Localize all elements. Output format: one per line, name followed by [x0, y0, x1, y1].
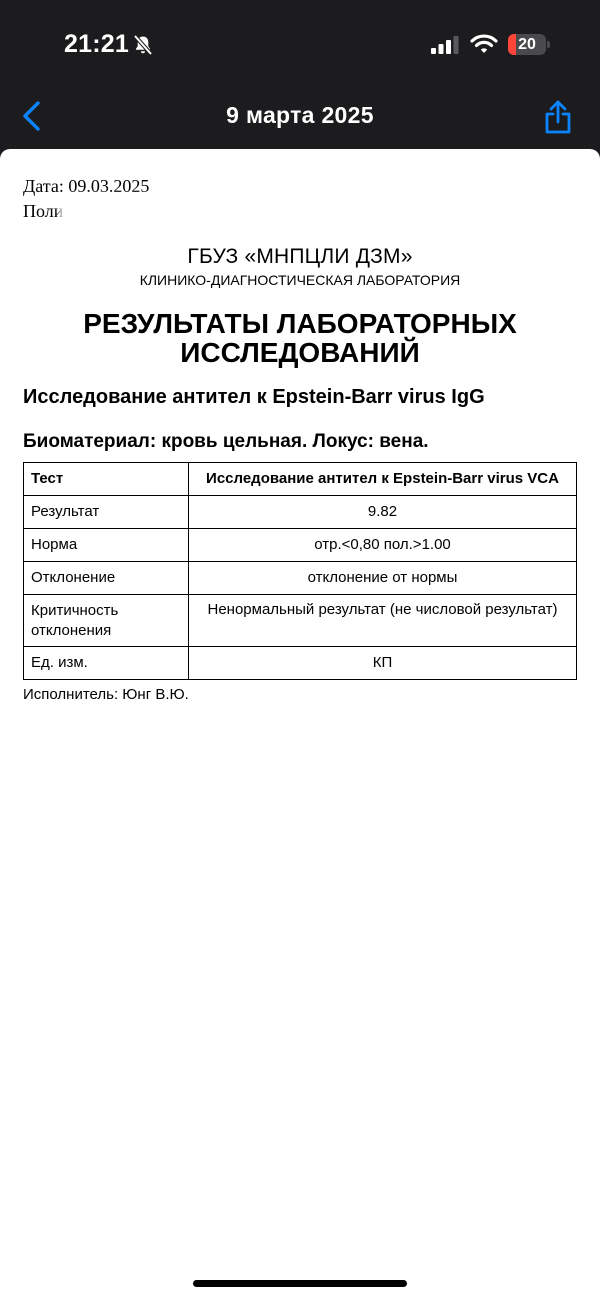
nav-bar: [0, 90, 600, 150]
document-page[interactable]: [0, 149, 600, 1300]
table-cell-label: Норма: [24, 529, 189, 562]
table-cell-value: отклонение от нормы: [189, 562, 577, 595]
redaction-blur: [64, 198, 284, 225]
table-cell-value: КП: [189, 647, 577, 680]
status-time: 21:21: [64, 30, 129, 58]
battery-level: 20: [518, 36, 536, 53]
home-indicator[interactable]: [193, 1280, 407, 1287]
table-row: [24, 562, 577, 595]
document-policy: Поли: [23, 201, 64, 221]
study-title: Исследование антител к Epstein-Barr virus IgG: [23, 386, 485, 408]
table-cell-value: 9.82: [189, 496, 577, 529]
wifi-icon: [470, 33, 498, 55]
table-header-row: [24, 463, 577, 496]
status-bar: [0, 0, 600, 90]
results-table: [23, 462, 577, 680]
table-cell-label: Ед. изм.: [24, 647, 189, 680]
organization-name: ГБУЗ «МНПЦЛИ ДЗМ»: [187, 245, 413, 268]
table-header-cell: Исследование антител к Epstein-Barr virus VCA: [189, 463, 577, 496]
organization-subtitle: КЛИНИКО-ДИАГНОСТИЧЕСКАЯ ЛАБОРАТОРИЯ: [139, 272, 461, 288]
executor-line: Исполнитель: Юнг В.Ю.: [23, 686, 189, 703]
table-cell-value: отр.<0,80 пол.>1.00: [189, 529, 577, 562]
table-row: [24, 595, 577, 647]
bell-slash-icon: [131, 33, 155, 57]
table-cell-label: Отклонение: [24, 562, 189, 595]
battery-cap: [547, 41, 550, 48]
table-header-cell: Тест: [24, 463, 189, 496]
table-cell-value: Ненормальный результат (не числовой результат): [189, 595, 577, 647]
table-row: [24, 529, 577, 562]
table-cell-label: Результат: [24, 496, 189, 529]
table-row: [24, 496, 577, 529]
biomaterial-line: Биоматериал: кровь цельная. Локус: вена.: [23, 431, 429, 452]
table-row: [24, 647, 577, 680]
document-date: Дата: 09.03.2025: [23, 176, 150, 196]
page-title: 9 марта 2025: [226, 102, 374, 128]
cellular-signal-icon: [430, 35, 460, 55]
table-cell-label: Критичность отклонения: [24, 595, 189, 647]
document-title: РЕЗУЛЬТАТЫ ЛАБОРАТОРНЫХ ИССЛЕДОВАНИЙ: [83, 308, 517, 368]
share-icon: [538, 94, 578, 138]
share-button[interactable]: [538, 94, 578, 138]
battery-indicator: [508, 34, 546, 55]
